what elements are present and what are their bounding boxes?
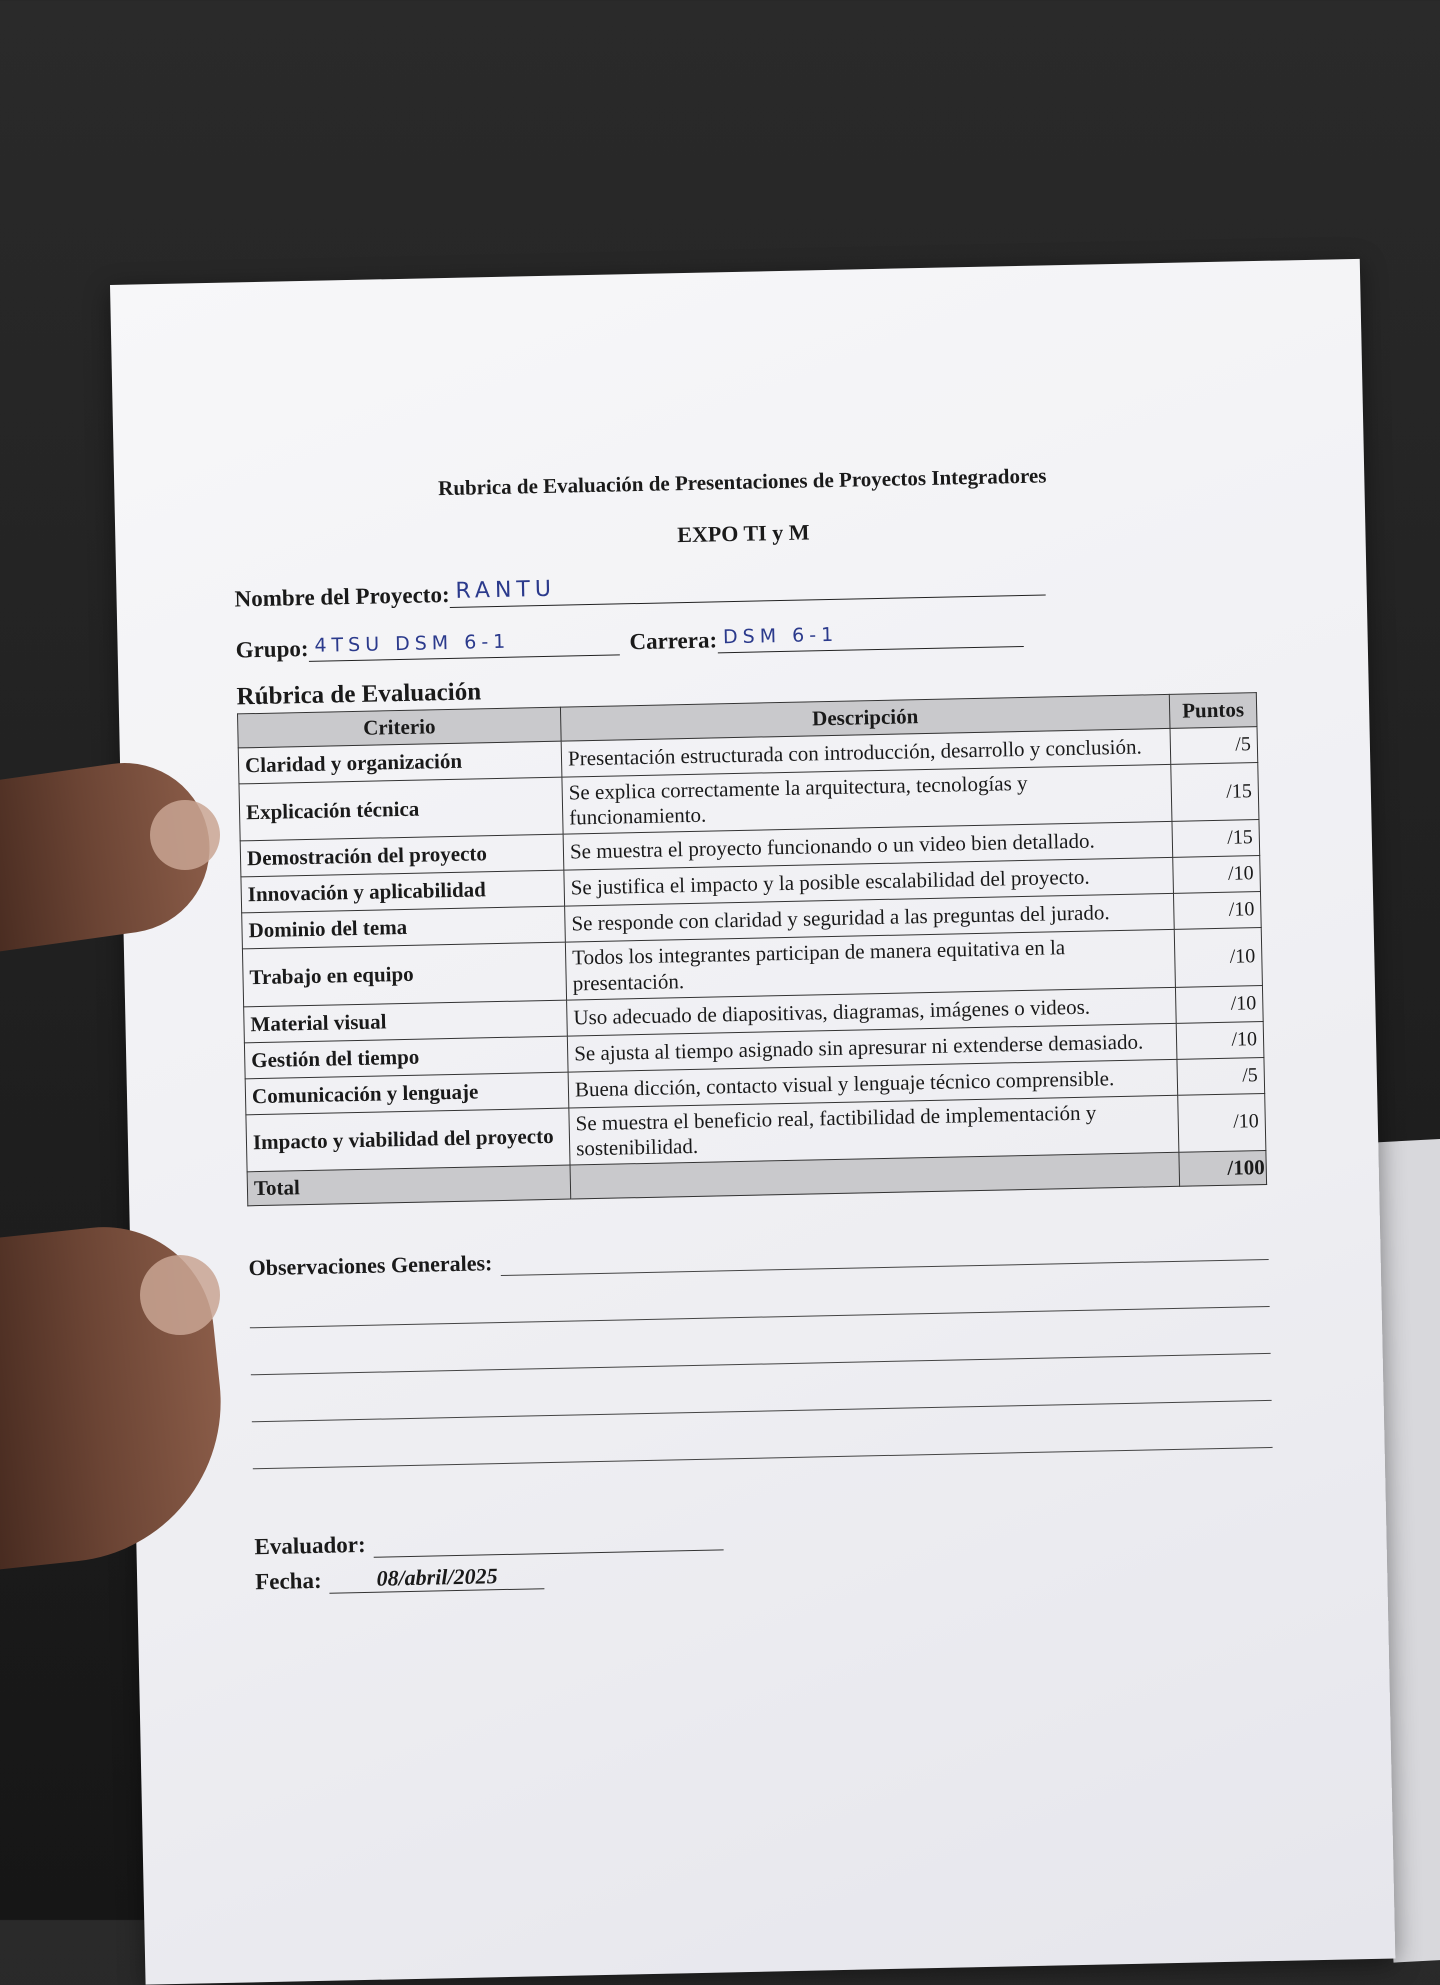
group-career-row <box>235 611 1255 663</box>
descripcion-cell: Todos los integrantes participan de manera equitativa en la presentación. <box>565 930 1175 1000</box>
puntos-cell: /5 <box>1177 1057 1265 1095</box>
descripcion-cell: Se muestra el proyecto funcionando o un video bien detallado. <box>563 822 1173 871</box>
rubric-heading: Rúbrica de Evaluación <box>236 678 482 711</box>
descripcion-cell: Buena dicción, contacto visual y lenguaje técnico comprensible. <box>568 1059 1178 1108</box>
thumbnail-top <box>150 800 220 870</box>
descripcion-cell: Se muestra el beneficio real, factibilidad de implementación y sostenibilidad. <box>569 1095 1179 1165</box>
document-subtitle: EXPO TI y M <box>676 519 810 548</box>
descripcion-cell: Se justifica el impacto y la posible escalabilidad del proyecto. <box>564 858 1174 907</box>
criterio-cell: Innovación y aplicabilidad <box>241 870 565 913</box>
header-descripcion: Descripción <box>560 694 1170 741</box>
group-label: Grupo: <box>235 635 309 663</box>
date-value: 08/abril/2025 <box>329 1562 545 1593</box>
puntos-cell: /15 <box>1171 763 1259 822</box>
puntos-cell: /10 <box>1176 1021 1264 1059</box>
evaluator-label: Evaluador: <box>254 1532 366 1560</box>
criterio-cell: Trabajo en equipo <box>242 942 566 1006</box>
project-name-value: RANTU <box>449 564 1046 607</box>
descripcion-cell: Presentación estructurada con introducción, desarrollo y conclusión. <box>561 728 1171 777</box>
career-value: DSM 6-1 <box>717 616 1024 653</box>
criterio-cell: Explicación técnica <box>239 777 563 841</box>
rubric-table <box>237 692 1267 1206</box>
document-title: Rubrica de Evaluación de Presentaciones de Proyectos Integradores <box>437 463 1047 501</box>
criterio-cell: Material visual <box>244 1000 568 1043</box>
total-label: Total <box>247 1165 571 1206</box>
career-label: Carrera: <box>629 627 718 655</box>
puntos-cell: /10 <box>1174 928 1262 987</box>
puntos-cell: /10 <box>1175 985 1263 1023</box>
descripcion-cell: Se explica correctamente la arquitectura, tecnologías y funcionamiento. <box>562 764 1172 834</box>
rubric-sheet <box>110 259 1395 1985</box>
criterio-cell: Gestión del tiempo <box>244 1036 568 1079</box>
observations-label: Observaciones Generales: <box>248 1250 493 1281</box>
project-name-row <box>234 560 1254 612</box>
criterio-cell: Demostración del proyecto <box>240 835 564 878</box>
descripcion-cell: Se ajusta al tiempo asignado sin apresurar ni extenderse demasiado. <box>567 1023 1177 1072</box>
evaluator-line <box>373 1522 724 1558</box>
header-puntos: Puntos <box>1169 693 1257 729</box>
date-label: Fecha: <box>254 1567 322 1595</box>
descripcion-cell: Uso adecuado de diapositivas, diagramas, imágenes o videos. <box>567 987 1177 1036</box>
puntos-cell: /15 <box>1172 820 1260 858</box>
puntos-cell: /5 <box>1170 727 1258 765</box>
thumbnail-bottom <box>140 1255 220 1335</box>
signature-section <box>254 1510 1275 1595</box>
sheet-content <box>232 459 1275 1603</box>
puntos-cell: /10 <box>1173 856 1261 894</box>
puntos-cell: /10 <box>1173 892 1261 930</box>
criterio-cell: Impacto y viabilidad del proyecto <box>246 1108 570 1172</box>
group-value: 4TSU DSM 6-1 <box>308 624 620 662</box>
criterio-cell: Dominio del tema <box>242 906 566 949</box>
header-criterio: Criterio <box>238 707 562 748</box>
project-name-label: Nombre del Proyecto: <box>234 581 450 612</box>
total-points: /100 <box>1179 1151 1267 1187</box>
observations-section <box>248 1229 1272 1469</box>
descripcion-cell: Se responde con claridad y seguridad a las preguntas del jurado. <box>565 894 1175 943</box>
criterio-cell: Claridad y organización <box>238 741 562 784</box>
criterio-cell: Comunicación y lenguaje <box>245 1072 569 1115</box>
puntos-cell: /10 <box>1178 1093 1266 1152</box>
